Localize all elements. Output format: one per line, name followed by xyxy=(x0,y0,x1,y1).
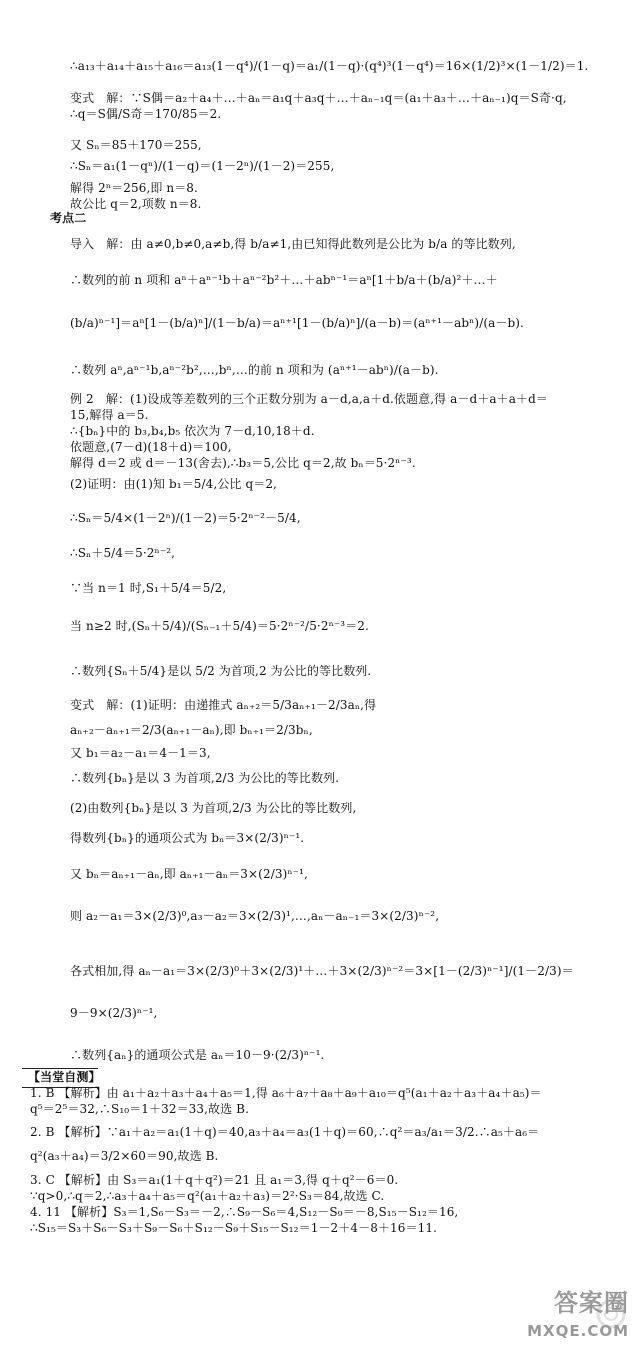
line-21: ∵当 n＝1 时,S₁＋5/4＝5/2, xyxy=(70,581,227,595)
line-41: ∵q>0,∴q＝2,∴a₃＋a₄＋a₅＝q²(a₁＋a₂＋a₃)＝2²·S₃＝84,故选 C. xyxy=(30,1189,385,1203)
line-33: 9－9×(2/3)ⁿ⁻¹, xyxy=(70,1006,158,1020)
watermark-text-main: 答案圈 xyxy=(554,1289,629,1317)
line-30: 又 bₙ＝aₙ₊₁－aₙ,即 aₙ₊₁－aₙ＝3×(2/3)ⁿ⁻¹, xyxy=(70,867,308,881)
line-07: 故公比 q＝2,项数 n＝8. xyxy=(70,197,202,211)
section-heading-self-test: 【当堂自测】 xyxy=(28,1070,101,1084)
line-27: ∴数列{bₙ}是以 3 为首项,2/3 为公比的等比数列. xyxy=(70,771,340,785)
line-22: 当 n≥2 时,(Sₙ＋5/4)/(Sₙ₋₁＋5/4)＝5·2ⁿ⁻²/5·2ⁿ⁻³＝2. xyxy=(70,619,369,633)
line-02: 变式 解：∵S偶＝a₂＋a₄＋…＋aₙ＝a₁q＋a₃q＋…＋aₙ₋₁q＝(a₁＋a₃＋…＋aₙ₋₁)q＝S奇·q, xyxy=(70,91,567,105)
line-32: 各式相加,得 aₙ－a₁＝3×(2/3)⁰＋3×(2/3)¹＋…＋3×(2/3)ⁿ⁻²＝3×[1－(2/3)ⁿ⁻¹]/(1－2/3)＝ xyxy=(70,964,574,978)
section-heading-kaodian-er: 考点二 xyxy=(50,211,87,225)
line-06: 解得 2ⁿ＝256,即 n＝8. xyxy=(70,181,198,195)
line-42: 4. 11 【解析】S₃＝1,S₆－S₃＝－2,∴S₉－S₆＝4,S₁₂－S₉＝－8,S₁₅－S₁₂＝16, xyxy=(30,1205,459,1219)
line-16: 依题意,(7－d)(18＋d)＝100, xyxy=(70,440,232,454)
line-25: aₙ₊₂－aₙ₊₁＝2/3(aₙ₊₁－aₙ),即 bₙ₊₁＝2/3bₙ, xyxy=(70,723,313,737)
line-01: ∴a₁₃＋a₁₄＋a₁₅＋a₁₆＝a₁₃(1－q⁴)/(1－q)＝a₁/(1－q)·(q⁴)³(1－q⁴)＝16×(1/2)³×(1－1/2)＝1. xyxy=(70,59,589,73)
line-38: 2. B 【解析】∵a₁＋a₂＝a₁(1＋q)＝40,a₃＋a₄＝a₃(1＋q)＝60,∴q²＝a₃/a₁＝3/2.∴a₅＋a₆＝ xyxy=(30,1125,540,1139)
line-26: 又 b₁＝a₂－a₁＝4－1＝3, xyxy=(70,746,211,760)
line-14: 15,解得 a＝5. xyxy=(70,408,149,422)
line-24: 变式 解：(1)证明：由递推式 aₙ₊₂＝5/3aₙ₊₁－2/3aₙ,得 xyxy=(70,698,377,712)
line-19: ∴Sₙ＝5/4×(1－2ⁿ)/(1－2)＝5·2ⁿ⁻²－5/4, xyxy=(70,511,301,525)
line-23: ∴数列{Sₙ＋5/4}是以 5/2 为首项,2 为公比的等比数列. xyxy=(70,664,372,678)
line-28: (2)由数列{bₙ}是以 3 为首项,2/3 为公比的等比数列, xyxy=(70,801,357,815)
watermark-text-url: MXQE.COM xyxy=(527,1322,629,1340)
line-29: 得数列{bₙ}的通项公式为 bₙ＝3×(2/3)ⁿ⁻¹. xyxy=(70,831,305,845)
line-13: 例 2 解：(1)设成等差数列的三个正数分别为 a－d,a,a＋d.依题意,得 a－d＋a＋a＋d＝ xyxy=(70,392,548,406)
line-31: 则 a₂－a₁＝3×(2/3)⁰,a₃－a₂＝3×(2/3)¹,…,aₙ－aₙ₋₁＝3×(2/3)ⁿ⁻², xyxy=(70,909,440,923)
line-37: q⁵＝2⁵＝32,∴S₁₀＝1＋32＝33,故选 B. xyxy=(30,1102,249,1116)
line-40: 3. C 【解析】由 S₃＝a₁(1＋q＋q²)＝21 且 a₁＝3,得 q＋q²－6＝0. xyxy=(30,1173,399,1187)
line-09: 导入 解：由 a≠0,b≠0,a≠b,得 b/a≠1,由已知得此数列是公比为 b/a 的等比数列, xyxy=(70,237,516,251)
line-05: ∴Sₙ＝a₁(1－qⁿ)/(1－q)＝(1－2ⁿ)/(1－2)＝255, xyxy=(70,159,335,173)
line-10: ∴数列的前 n 项和 aⁿ＋aⁿ⁻¹b＋aⁿ⁻²b²＋…＋abⁿ⁻¹＝aⁿ[1＋b/a＋(b/a)²＋…＋ xyxy=(70,273,498,287)
line-11: (b/a)ⁿ⁻¹]＝aⁿ[1－(b/a)ⁿ]/(1－b/a)＝aⁿ⁺¹[1－(b/a)ⁿ]/(a－b)＝(aⁿ⁺¹－abⁿ)/(a－b). xyxy=(70,316,524,330)
line-36: 1. B 【解析】由 a₁＋a₂＋a₃＋a₄＋a₅＝1,得 a₆＋a₇＋a₈＋a₉＋a₁₀＝q⁵(a₁＋a₂＋a₃＋a₄＋a₅)＝ xyxy=(30,1086,542,1100)
line-03: ∴q＝S偶/S奇＝170/85＝2. xyxy=(70,107,222,121)
line-15: ∴{bₙ}中的 b₃,b₄,b₅ 依次为 7－d,10,18＋d. xyxy=(70,424,315,438)
line-43: ∴S₁₅＝S₃＋S₆－S₃＋S₉－S₆＋S₁₂－S₉＋S₁₅－S₁₂＝1－2＋4－8＋16＝11. xyxy=(30,1221,437,1235)
line-34: ∴数列{aₙ}的通项公式是 aₙ＝10－9·(2/3)ⁿ⁻¹. xyxy=(70,1048,325,1062)
line-17: 解得 d＝2 或 d＝－13(舍去),∴b₃＝5,公比 q＝2,故 bₙ＝5·2ⁿ⁻³. xyxy=(70,456,416,470)
line-20: ∴Sₙ＋5/4＝5·2ⁿ⁻², xyxy=(70,546,176,560)
line-18: (2)证明：由(1)知 b₁＝5/4,公比 q＝2, xyxy=(70,477,277,491)
line-39: q²(a₃＋a₄)＝3/2×60＝90,故选 B. xyxy=(30,1149,219,1163)
line-12: ∴数列 aⁿ,aⁿ⁻¹b,aⁿ⁻²b²,…,bⁿ,…的前 n 项和为 (aⁿ⁺¹－abⁿ)/(a－b). xyxy=(70,363,439,377)
line-04: 又 Sₙ＝85＋170＝255, xyxy=(70,138,202,152)
